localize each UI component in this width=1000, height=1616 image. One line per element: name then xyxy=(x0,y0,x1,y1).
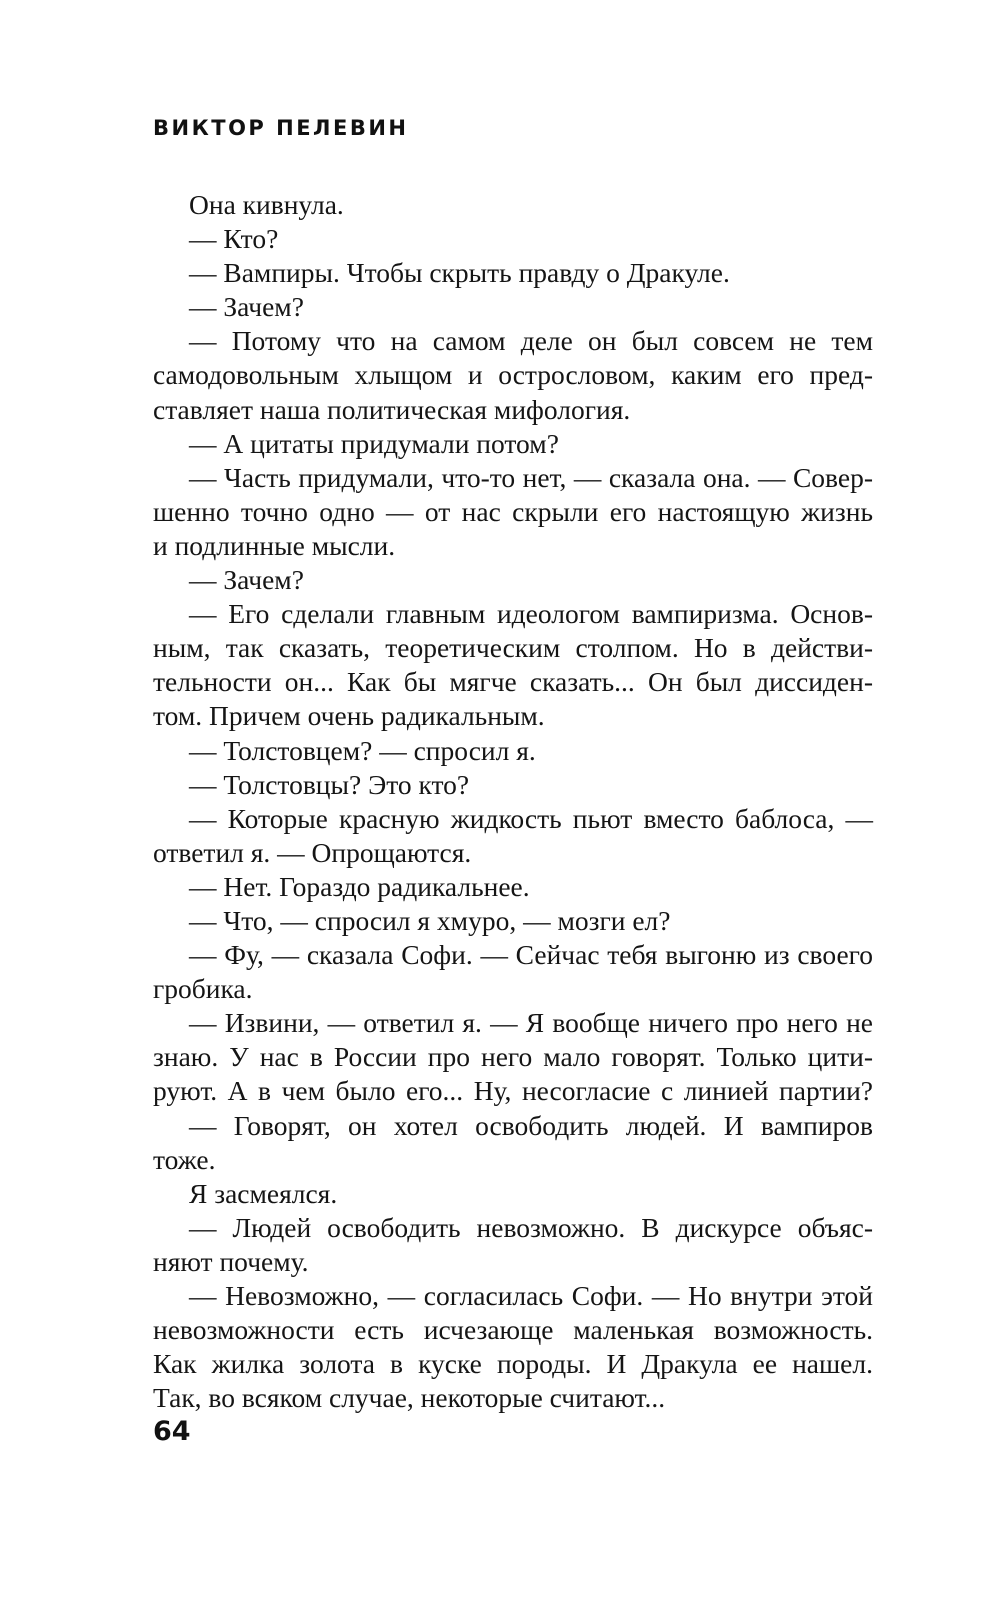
text-line: — Зачем? xyxy=(189,564,304,596)
text-line: Как жилка золота в куске породы. И Дракула ее нашел. xyxy=(153,1348,873,1380)
text-line: Так, во всяком случае, некоторые считают... xyxy=(153,1382,666,1414)
text-line: руют. А в чем было его... Ну, несогласие с линией партии? xyxy=(153,1075,873,1107)
text-line: — Извини, — ответил я. — Я вообще ничего про него не xyxy=(189,1007,873,1039)
text-line: — Что, — спросил я хмуро, — мозги ел? xyxy=(189,904,671,936)
text-line: — Зачем? xyxy=(189,291,304,323)
text-line: ным, так сказать, теоретическим столпом. Но в действи- xyxy=(153,632,873,664)
page-number: 64 xyxy=(153,1416,191,1447)
text-line: — Часть придумали, что-то нет, — сказала она. — Совер- xyxy=(189,461,873,493)
text-line: ставляет наша политическая мифология. xyxy=(153,393,631,425)
text-line: Она кивнула. xyxy=(189,189,344,220)
text-line: знаю. У нас в России про него мало говорят. Только цити- xyxy=(153,1041,873,1073)
text-line: няют почему. xyxy=(153,1245,309,1277)
text-line: — А цитаты придумали потом? xyxy=(189,427,559,459)
text-line: — Нет. Гораздо радикальнее. xyxy=(189,870,530,902)
body-text xyxy=(153,188,873,1415)
text-line: — Толстовцы? Это кто? xyxy=(189,768,470,800)
text-line: — Кто? xyxy=(189,223,279,255)
text-line: шенно точно одно — от нас скрыли его настоящую жизнь xyxy=(153,495,873,527)
text-line: — Толстовцем? — спросил я. xyxy=(189,734,536,766)
text-line: — Говорят, он хотел освободить людей. И вампиров xyxy=(189,1109,873,1141)
text-line: — Его сделали главным идеологом вампиризма. Основ- xyxy=(189,598,873,630)
text-line: — Которые красную жидкость пьют вместо баблоса, — xyxy=(189,802,873,834)
text-line: ответил я. — Опрощаются. xyxy=(153,836,472,868)
text-line: — Фу, — сказала Софи. — Сейчас тебя выгоню из своего xyxy=(189,939,873,971)
text-line: и подлинные мысли. xyxy=(153,529,396,561)
running-head-author: ВИКТОР ПЕЛЕВИН xyxy=(153,116,409,140)
text-line: гробика. xyxy=(153,973,253,1005)
text-line: — Потому что на самом деле он был совсем не тем xyxy=(189,325,873,357)
text-line: самодовольным хлыщом и острословом, каким его пред- xyxy=(153,359,873,391)
text-line: Я засмеялся. xyxy=(189,1177,338,1209)
text-line: — Вампиры. Чтобы скрыть правду о Дракуле. xyxy=(189,257,730,289)
text-line: том. Причем очень радикальным. xyxy=(153,700,545,732)
text-line: тоже. xyxy=(153,1143,216,1175)
text-line: тельности он... Как бы мягче сказать... Он был диссиден- xyxy=(153,666,873,698)
text-line: — Людей освободить невозможно. В дискурсе объяс- xyxy=(189,1211,873,1243)
text-line: невозможности есть исчезающе маленькая возможность. xyxy=(153,1314,873,1346)
text-line: — Невозможно, — согласилась Софи. — Но внутри этой xyxy=(189,1280,873,1311)
